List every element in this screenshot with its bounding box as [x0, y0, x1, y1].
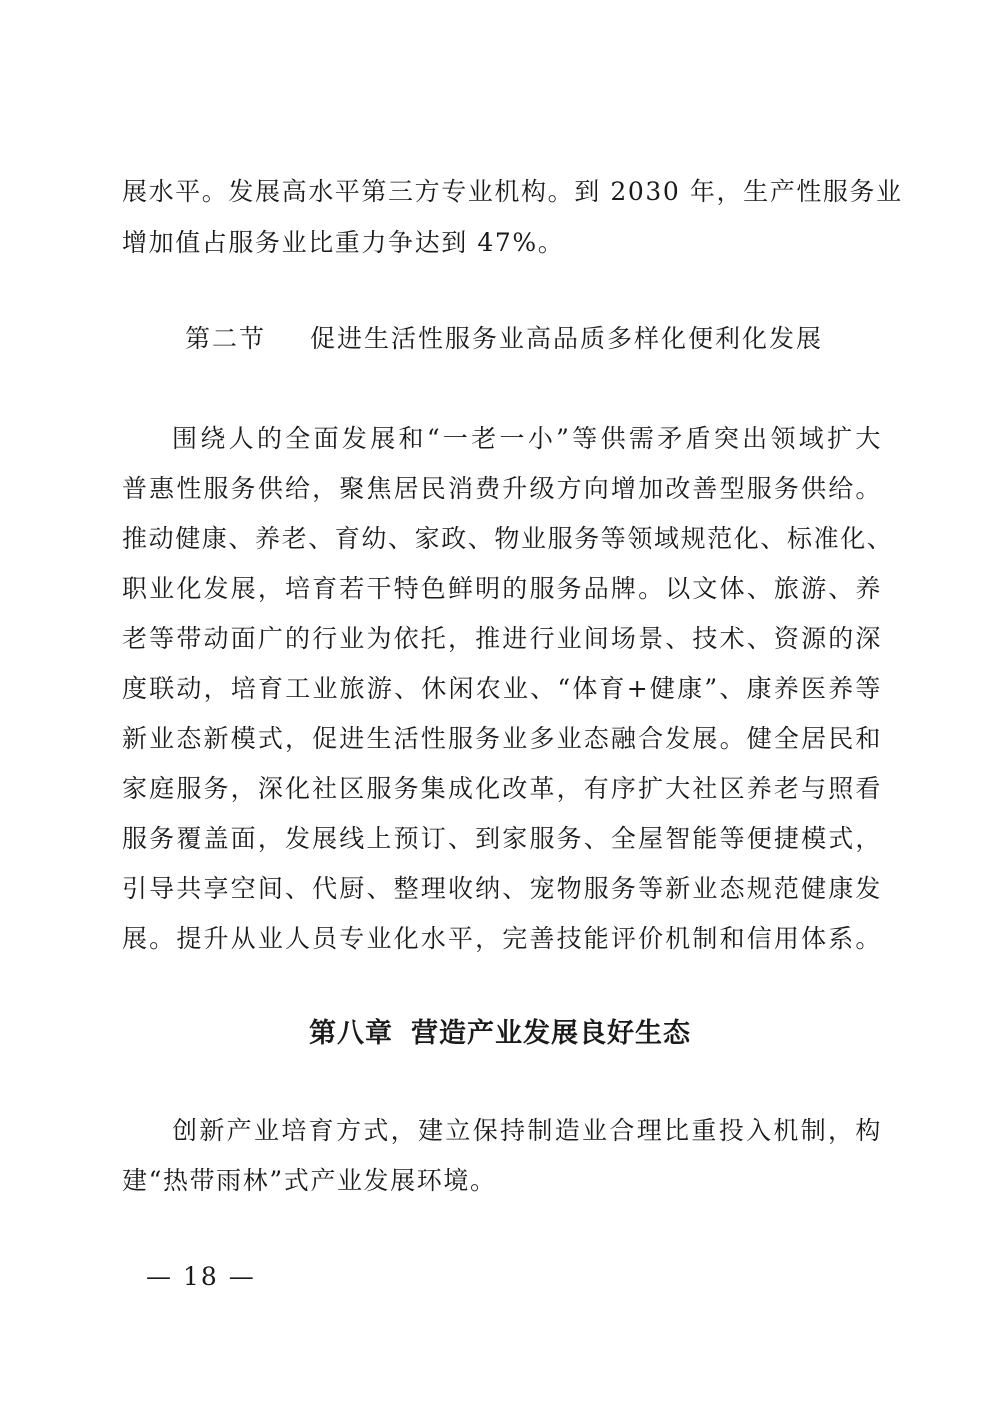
chapter-line-1: 创新产业培育方式，建立保持制造业合理比重投入机制，构	[172, 1116, 882, 1145]
section-line-5: 老等带动面广的行业为依托，推进行业间场景、技术、资源的深	[122, 624, 882, 653]
section-line-11: 展。提升从业人员专业化水平，完善技能评价机制和信用体系。	[122, 924, 882, 953]
section-line-4: 职业化发展，培育若干特色鲜明的服务品牌。以文体、旅游、养	[122, 574, 882, 603]
chapter-line-2: 建“热带雨林”式产业发展环境。	[122, 1166, 497, 1195]
chapter-number: 第八章	[309, 1018, 393, 1049]
chapter-title-text: 营造产业发展良好生态	[411, 1018, 691, 1049]
section-line-7: 新业态新模式，促进生活性服务业多业态融合发展。健全居民和	[122, 724, 882, 753]
section-line-3: 推动健康、养老、育幼、家政、物业服务等领域规范化、标准化、	[122, 524, 894, 553]
section-number: 第二节	[185, 324, 267, 353]
section-line-9: 服务覆盖面，发展线上预订、到家服务、全屋智能等便捷模式，	[122, 824, 882, 853]
section-line-6: 度联动，培育工业旅游、休闲农业、“体育+健康”、康养医养等	[122, 674, 882, 703]
intro-line-2: 增加值占服务业比重力争达到 47%。	[122, 228, 565, 257]
section-title-text: 促进生活性服务业高品质多样化便利化发展	[310, 324, 824, 353]
section-line-2: 普惠性服务供给，聚焦居民消费升级方向增加改善型服务供给。	[122, 474, 882, 503]
chapter-heading	[0, 1018, 1000, 1050]
section-line-1: 围绕人的全面发展和“一老一小”等供需矛盾突出领域扩大	[172, 424, 882, 453]
section-heading	[185, 324, 823, 354]
page-number: — 18 —	[146, 1262, 256, 1291]
section-line-10: 引导共享空间、代厨、整理收纳、宠物服务等新业态规范健康发	[122, 874, 882, 903]
intro-line-1: 展水平。发展高水平第三方专业机构。到 2030 年，生产性服务业	[122, 177, 903, 206]
section-line-8: 家庭服务，深化社区服务集成化改革，有序扩大社区养老与照看	[122, 774, 882, 803]
